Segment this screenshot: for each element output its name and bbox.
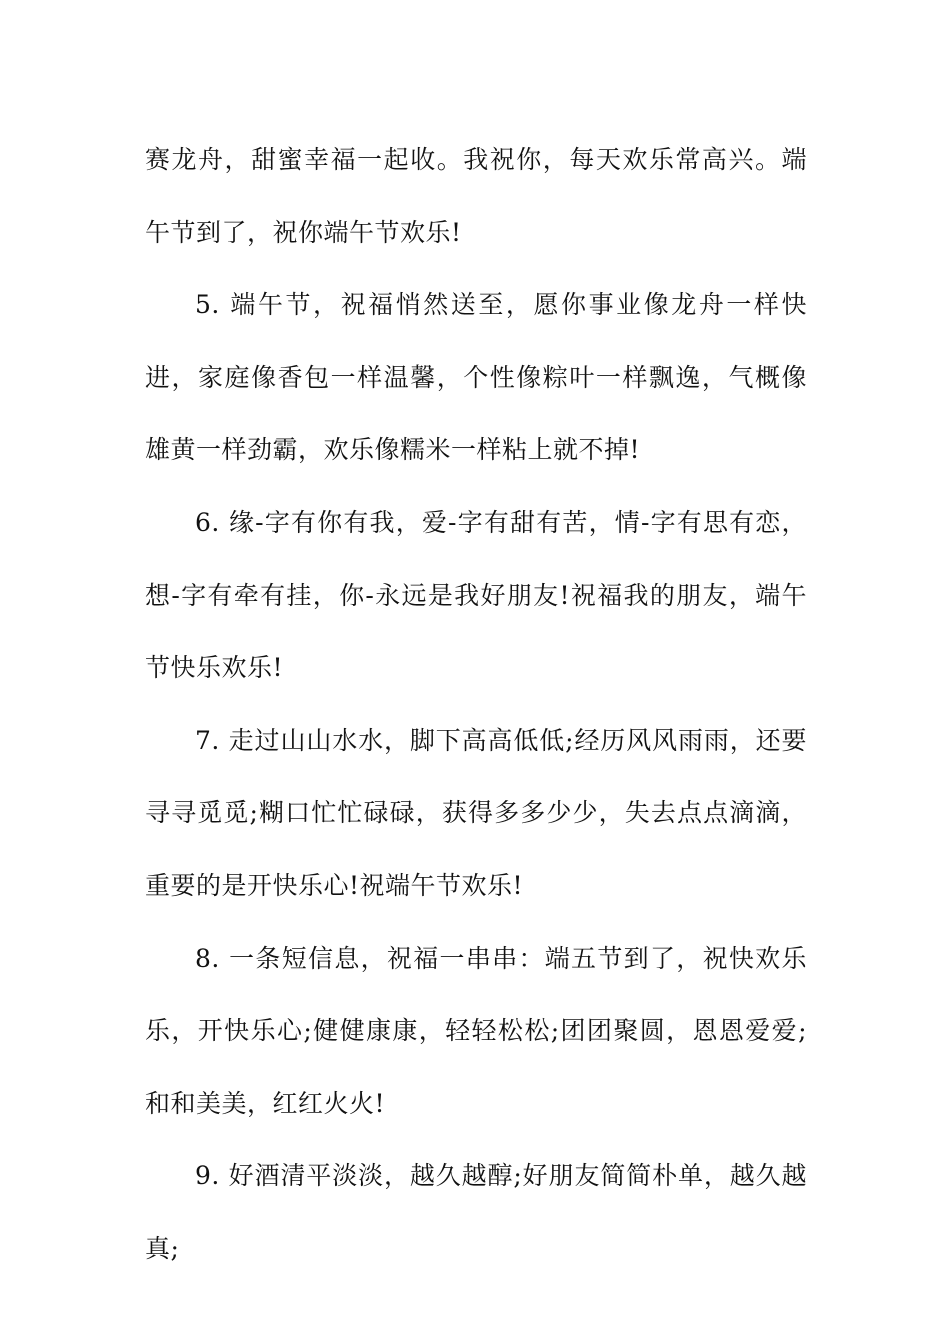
- paragraph-item-5: 5. 端午节，祝福悄然送至，愿你事业像龙舟一样快进，家庭像香包一样温馨，个性像粽叶一样飘逸，气概像雄黄一样劲霸，欢乐像糯米一样粘上就不掉!: [145, 290, 807, 465]
- paragraph-item-9: 9. 好酒清平淡淡，越久越醇;好朋友简简朴单，越久越真;: [145, 1161, 807, 1263]
- paragraph-item-7: 7. 走过山山水水，脚下高高低低;经历风风雨雨，还要寻寻觅觅;糊口忙忙碌碌，获得多多少少，失去点点滴滴，重要的是开快乐心!祝端午节欢乐!: [145, 725, 807, 900]
- paragraph-item-8: 8. 一条短信息，祝福一串串：端五节到了，祝快欢乐乐，开快乐心;健健康康，轻轻松松;团团聚圆，恩恩爱爱;和和美美，红红火火!: [145, 943, 807, 1118]
- paragraph-continuation: 赛龙舟，甜蜜幸福一起收。我祝你，每天欢乐常高兴。端午节到了，祝你端午节欢乐!: [145, 145, 807, 247]
- document-body: [145, 124, 807, 1286]
- paragraph-item-6: 6. 缘-字有你有我，爱-字有甜有苦，情-字有思有恋，想-字有牵有挂，你-永远是我好朋友!祝福我的朋友，端午节快乐欢乐!: [145, 507, 807, 683]
